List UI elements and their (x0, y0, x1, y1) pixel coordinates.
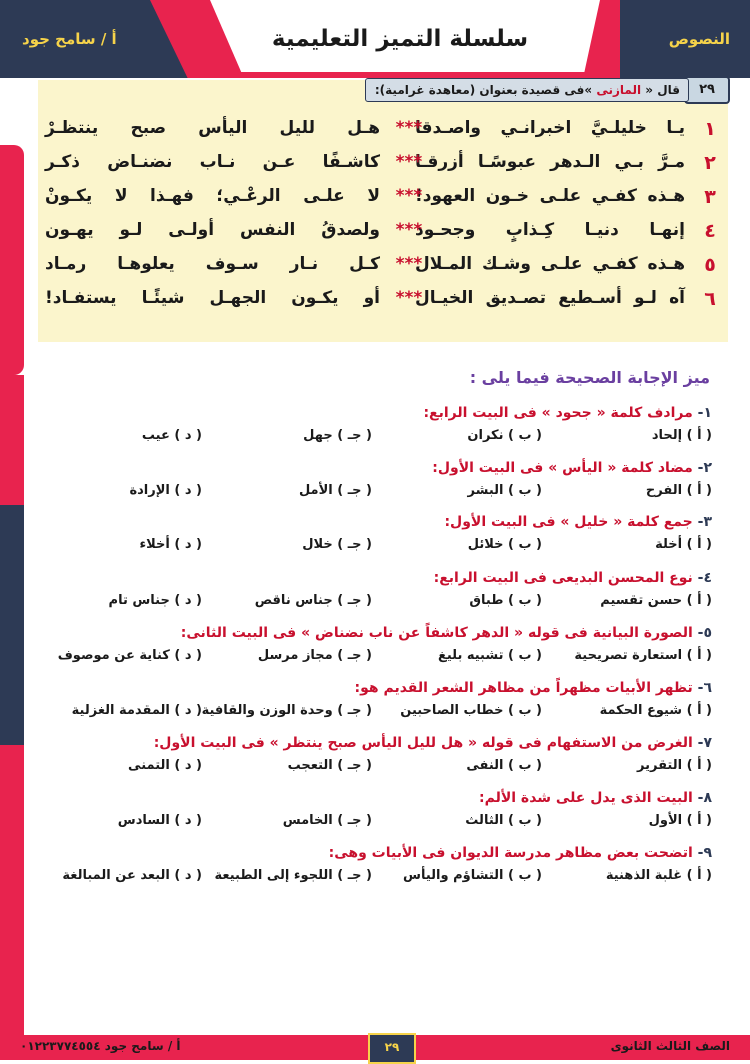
intro-suffix: »فى قصيدة بعنوان (معاهدة غرامية): (374, 83, 593, 97)
question-text: الغرض من الاستفهام فى قوله « هل لليل اليأس صبح ينتظر » فى البيت الأول: (153, 735, 693, 751)
question-number: ١- (697, 405, 712, 421)
option-a[interactable]: ( أ ) حسن تقسيم (600, 593, 712, 608)
option-c[interactable]: ( جـ ) وحدة الوزن والقافية (201, 703, 372, 718)
first-hemistich: هـذه كفـي علـى وشـك المـلال (415, 254, 685, 274)
option-b[interactable]: ( ب ) خطاب الصاحبين (400, 703, 542, 718)
option-d[interactable]: ( د ) التمنى (128, 758, 202, 773)
section-label: النصوص (668, 30, 730, 48)
question-number: ٣- (697, 514, 712, 530)
question-stem (40, 460, 712, 476)
poem-line (45, 118, 725, 152)
second-hemistich: ولصدقُ النفس أولـى لـو يهـون (45, 220, 380, 240)
options-row (40, 758, 712, 778)
question-text: الصورة البيانية فى قوله « الدهر كاشفاً عن ناب نضناض » فى البيت الثانى: (180, 625, 693, 641)
side-decoration (0, 145, 24, 375)
question-number: ٩- (697, 845, 712, 861)
separator: *** (395, 186, 423, 206)
option-b[interactable]: ( ب ) البشر (467, 483, 542, 498)
second-hemistich: كـل نـار سـوف يعلوهـا رمـاد (45, 254, 380, 274)
line-number: ٦ (704, 288, 716, 310)
side-decoration (0, 375, 24, 505)
first-hemistich: يـا خليلـيَّ اخبرانـي واصـدقا (415, 118, 685, 138)
separator: *** (395, 152, 423, 172)
footer-contact: أ / سامح جود ٠١٢٢٣٧٧٤٥٥٤ (20, 1039, 181, 1053)
instruction-heading: ميز الإجابة الصحيحة فيما يلى : (469, 368, 710, 387)
second-hemistich: أو يكـون الجهـل شيئًـا يستفـاد! (45, 288, 380, 308)
option-b[interactable]: ( ب ) التشاؤم واليأس (403, 868, 542, 883)
question-number: ٦- (697, 680, 712, 696)
option-c[interactable]: ( جـ ) جهل (303, 428, 372, 443)
intro-prefix: قال « (645, 83, 680, 97)
question-number: ٧- (697, 735, 712, 751)
option-d[interactable]: ( د ) أخلاء (139, 537, 202, 552)
option-b[interactable]: ( ب ) الثالث (465, 813, 542, 828)
question-text: مضاد كلمة « اليأس » فى البيت الأول: (432, 460, 693, 476)
poem-line (45, 186, 725, 220)
poem-line (45, 288, 725, 322)
option-a[interactable]: ( أ ) غلبة الذهنية (605, 868, 712, 883)
second-hemistich: كاشـفًا عـن نـاب نضنـاض ذكـر (45, 152, 380, 172)
question-text: اتضحت بعض مظاهر مدرسة الديوان فى الأبيات وهى: (328, 845, 693, 861)
question-stem (40, 514, 712, 530)
options-row (40, 537, 712, 557)
options-row (40, 593, 712, 613)
option-c[interactable]: ( جـ ) الخامس (282, 813, 372, 828)
poem-line (45, 220, 725, 254)
question-number: ٤- (697, 570, 712, 586)
line-number: ٤ (704, 220, 716, 242)
first-hemistich: إنهـا دنيـا كِـذابٍ وجحـود (415, 220, 685, 240)
option-c[interactable]: ( جـ ) جناس ناقص (254, 593, 372, 608)
header-author: أ / سامح جود (22, 30, 117, 48)
question-text: البيت الذى يدل على شدة الألم: (479, 790, 693, 806)
option-d[interactable]: ( د ) المقدمة الغزلية (71, 703, 202, 718)
option-d[interactable]: ( د ) السادس (117, 813, 202, 828)
option-d[interactable]: ( د ) البعد عن المبالغة (62, 868, 202, 883)
option-b[interactable]: ( ب ) طباق (469, 593, 542, 608)
question-stem (40, 625, 712, 641)
question-number: ٢- (697, 460, 712, 476)
side-decoration (0, 505, 24, 745)
options-row (40, 813, 712, 833)
option-c[interactable]: ( جـ ) الأمل (298, 483, 372, 498)
side-decoration (0, 745, 24, 1035)
option-c[interactable]: ( جـ ) التعجب (287, 758, 372, 773)
first-hemistich: مـرَّ بـي الـدهر عبوسًـا أزرقـا (415, 152, 685, 172)
question-text: مرادف كلمة « جحود » فى البيت الرابع: (423, 405, 693, 421)
question-number: ٥- (697, 625, 712, 641)
question-stem (40, 680, 712, 696)
option-a[interactable]: ( أ ) إلحاد (651, 428, 712, 443)
option-a[interactable]: ( أ ) الأول (648, 813, 712, 828)
option-a[interactable]: ( أ ) أخلة (655, 537, 712, 552)
option-a[interactable]: ( أ ) شيوع الحكمة (599, 703, 712, 718)
option-b[interactable]: ( ب ) النفى (466, 758, 542, 773)
poem-intro (365, 78, 689, 102)
option-b[interactable]: ( ب ) خلائل (467, 537, 542, 552)
poem-line (45, 254, 725, 288)
options-row (40, 428, 712, 448)
option-c[interactable]: ( جـ ) خلال (302, 537, 372, 552)
question-text: جمع كلمة « خليل » فى البيت الأول: (444, 514, 693, 530)
poet-name: المازنى (596, 83, 642, 97)
line-number: ٢ (704, 152, 716, 174)
option-a[interactable]: ( أ ) التقرير (637, 758, 712, 773)
option-d[interactable]: ( د ) كناية عن موصوف (57, 648, 202, 663)
option-a[interactable]: ( أ ) الفرح (645, 483, 712, 498)
question-number: ٨- (697, 790, 712, 806)
second-hemistich: هـل لليل اليأس صبح ينتظـرْ (45, 118, 380, 138)
series-title: سلسلة التميز التعليمية (271, 26, 529, 52)
options-row (40, 483, 712, 503)
footer-grade: الصف الثالث الثانوى (610, 1039, 730, 1053)
option-d[interactable]: ( د ) جناس تام (108, 593, 202, 608)
line-number: ٥ (704, 254, 716, 276)
options-row (40, 703, 712, 723)
question-text: تظهر الأبيات مظهراً من مظاهر الشعر القديم هو: (354, 680, 693, 696)
question-stem (40, 735, 712, 751)
option-c[interactable]: ( جـ ) مجاز مرسل (257, 648, 372, 663)
option-d[interactable]: ( د ) الإرادة (129, 483, 202, 498)
options-row (40, 648, 712, 668)
question-text: نوع المحسن البديعى فى البيت الرابع: (433, 570, 693, 586)
options-row (40, 868, 712, 888)
question-stem (40, 845, 712, 861)
second-hemistich: لا علـى الرعْـي؛ فهـذا لا يكـونْ (45, 186, 380, 206)
poem-line (45, 152, 725, 186)
line-number: ١ (704, 118, 716, 140)
separator: *** (395, 254, 423, 274)
line-number: ٣ (704, 186, 716, 208)
first-hemistich: آه لـو أسـطيع تصـديق الخيـال (415, 288, 685, 308)
first-hemistich: هـذه كفـي علـى خـون العهود! (415, 186, 685, 206)
question-stem (40, 405, 712, 421)
question-stem (40, 790, 712, 806)
option-b[interactable]: ( ب ) نكران (467, 428, 542, 443)
option-c[interactable]: ( جـ ) اللجوء إلى الطبيعة (214, 868, 372, 883)
option-d[interactable]: ( د ) عيب (141, 428, 202, 443)
question-number-badge: ٢٩ (684, 76, 730, 104)
page-number: ٢٩ (368, 1033, 416, 1064)
separator: *** (395, 288, 423, 308)
question-stem (40, 570, 712, 586)
option-a[interactable]: ( أ ) استعارة تصريحية (574, 648, 712, 663)
option-b[interactable]: ( ب ) تشبيه بليغ (437, 648, 542, 663)
separator: *** (395, 220, 423, 240)
separator: *** (395, 118, 423, 138)
